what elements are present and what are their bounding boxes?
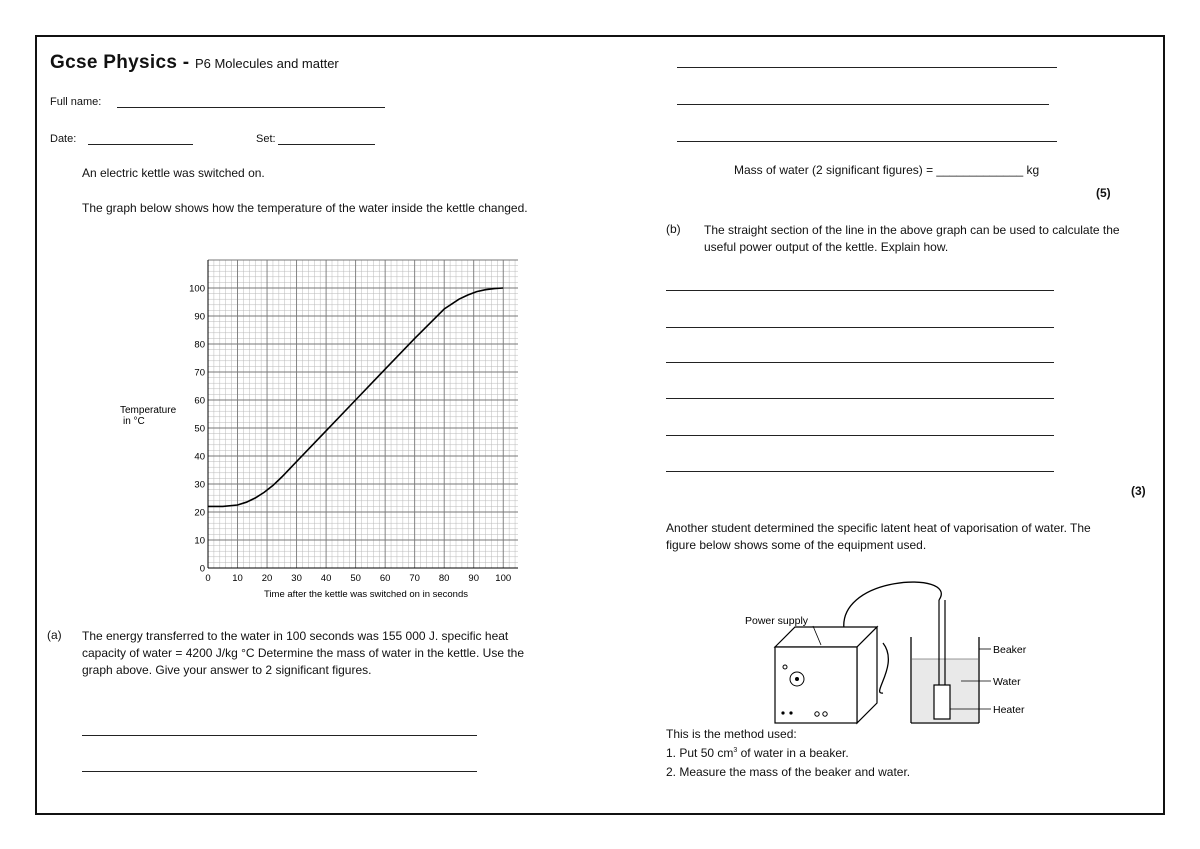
method-step-2: 2. Measure the mass of the beaker and water.	[666, 765, 911, 779]
set-label: Set:	[256, 133, 276, 145]
answer-line-a-4[interactable]	[677, 104, 1049, 105]
y-tick-label: 20	[194, 507, 205, 519]
x-tick-label: 80	[438, 573, 450, 584]
answer-line-a-3[interactable]	[677, 67, 1057, 68]
y-tick-label: 50	[194, 423, 205, 435]
title-subtitle: P6 Molecules and matter	[194, 56, 339, 71]
y-axis-label-line1: Temperature	[120, 405, 177, 416]
answer-line-b-5[interactable]	[666, 435, 1054, 436]
latent-heat-intro: Another student determined the specific latent heat of vaporisation of water. The figure below shows some of the equipment used.	[666, 521, 1091, 552]
beaker-label: Beaker	[993, 644, 1027, 656]
answer-line-b-3[interactable]	[666, 362, 1054, 363]
intro-line-2: The graph below shows how the temperature of the water inside the kettle changed.	[82, 201, 528, 215]
method-step-1	[666, 746, 849, 760]
page-title	[50, 52, 339, 74]
answer-line-a-1[interactable]	[82, 735, 477, 736]
x-tick-label: 100	[495, 573, 512, 584]
x-axis-label: Time after the kettle was switched on in seconds	[264, 589, 468, 600]
power-cable	[880, 643, 889, 693]
x-tick-label: 0	[205, 573, 211, 584]
y-tick-label: 80	[194, 339, 205, 351]
y-tick-label: 10	[194, 535, 205, 547]
method-step-1-rest: of water in a beaker.	[737, 746, 849, 760]
method-step-1-text: 1. Put 50 cm	[666, 746, 734, 760]
y-tick-label: 70	[194, 367, 205, 379]
x-tick-label: 40	[320, 573, 332, 584]
grid-minor	[208, 260, 518, 568]
water-label: Water	[993, 676, 1021, 688]
answer-line-b-1[interactable]	[666, 290, 1054, 291]
grid-major	[208, 260, 518, 568]
answer-line-b-6[interactable]	[666, 471, 1054, 472]
equipment-figure	[735, 575, 1055, 725]
power-supply-box	[775, 627, 877, 723]
y-axis-label-line2: in °C	[123, 416, 145, 427]
y-tick-label: 90	[194, 311, 205, 323]
title-main: Gcse Physics -	[50, 52, 195, 73]
x-tick-label: 60	[379, 573, 391, 584]
question-a-text: The energy transferred to the water in 100 seconds was 155 000 J. specific heat capacity of water = 4200 J/kg °C Determine the mass of water in the kettle. Use the graph above. Give your answer to 2 significant figures.	[82, 629, 525, 677]
y-tick-label: 0	[199, 563, 205, 575]
x-tick-label: 30	[291, 573, 302, 584]
method-title: This is the method used:	[666, 727, 797, 741]
full-name-field[interactable]	[117, 107, 385, 108]
date-field[interactable]	[88, 144, 193, 145]
y-tick-label: 30	[194, 479, 205, 491]
question-b-text: The straight section of the line in the above graph can be used to calculate the useful power output of the kettle. Explain how.	[704, 223, 1120, 254]
answer-line-a-5[interactable]	[677, 141, 1057, 142]
temperature-graph	[110, 250, 530, 605]
answer-line-a-2[interactable]	[82, 771, 477, 772]
marks-b: (3)	[1131, 484, 1146, 498]
mass-answer-prompt: Mass of water (2 significant figures) = _____________ kg	[734, 163, 1040, 177]
set-field[interactable]	[278, 144, 375, 145]
x-tick-label: 90	[468, 573, 480, 584]
question-a-label: (a)	[47, 628, 62, 642]
y-tick-label: 40	[194, 451, 205, 463]
date-label: Date:	[50, 133, 77, 145]
heater-label: Heater	[993, 704, 1025, 716]
y-tick-label: 60	[194, 395, 205, 407]
full-name-label: Full name:	[50, 96, 102, 108]
intro-line-1: An electric kettle was switched on.	[82, 166, 265, 180]
x-tick-label: 50	[350, 573, 361, 584]
x-tick-label: 20	[261, 573, 273, 584]
question-b-label: (b)	[666, 222, 681, 236]
method-step-1-sup: 3	[733, 747, 738, 754]
x-tick-label: 10	[232, 573, 243, 584]
marks-a: (5)	[1096, 186, 1111, 200]
x-tick-label: 70	[409, 573, 420, 584]
y-tick-label: 100	[189, 283, 205, 295]
power-supply-label: Power supply	[745, 615, 809, 627]
answer-line-b-2[interactable]	[666, 327, 1054, 328]
answer-line-b-4[interactable]	[666, 398, 1054, 399]
